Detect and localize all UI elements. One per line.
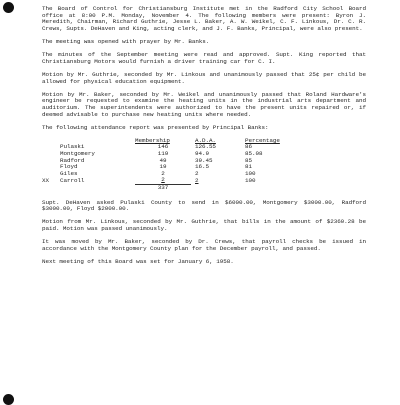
- minutes-approval-paragraph: The minutes of the September meeting were read and approved. Supt. King reported that Christiansburg Motors would furnish a driver training car for C. I.: [42, 51, 366, 65]
- ada-value: 16.5: [195, 163, 209, 171]
- percentage-value: 100: [245, 176, 256, 184]
- percentage-value: 100: [245, 169, 256, 177]
- membership-value: 49: [159, 156, 167, 164]
- percentage-value: 85: [245, 156, 252, 164]
- county-name: Montgomery: [60, 150, 95, 158]
- ada-value: 2: [195, 176, 199, 184]
- county-name: Floyd: [60, 163, 78, 171]
- ada-value: 39.45: [195, 156, 213, 164]
- county-name: Carroll: [60, 176, 85, 184]
- membership-header: Membership: [135, 136, 170, 144]
- table-row: [42, 158, 305, 165]
- percentage-value: 85.08: [245, 150, 263, 158]
- attendance-table: [42, 138, 305, 192]
- attendance-intro: The following attendance report was presented by Principal Banks:: [42, 123, 269, 131]
- equipment-motion-paragraph: Motion by Mr. Guthrie, seconded by Mr. Linkous and unanimously passed that 25¢ per child be allowed for physical education equipment.: [42, 70, 366, 85]
- ada-value: 2: [195, 169, 199, 177]
- prayer-paragraph: The meeting was opened with prayer by Mr. Banks.: [42, 37, 210, 45]
- funds-request-paragraph: Supt. DeHaven asked Pulaski County to send in $6000.00, Montgomery $3000.00, Radford $3000.00, Floyd $2000.00.: [42, 198, 366, 213]
- next-meeting-paragraph: Next meeting of this Board was set for January 6, 1958.: [42, 257, 234, 265]
- county-name: Radford: [60, 156, 85, 164]
- row-mark: [42, 158, 60, 165]
- opening-paragraph: The Board of Control for Christiansburg Institute met in the Radford City School Board office at 8:00 P.M. Monday, November 4. The following members were present: Byron J. Meredith, Chairman, Richard Guthrie, Jesse L. Baker, A. W. Weikel, C. F. Linkous, Dr. C. R. Crews, Supts. DeHaven and King, acting clerk, and J. F. Banks, Principal, were also present.: [42, 5, 366, 32]
- punch-hole-top: [3, 2, 14, 13]
- heating-motion-paragraph: Motion by Mr. Baker, seconded by Mr. Weikel and unanimously passed that Roland Hardware's engineer be requested to examine the heating units in the industrial arts department and auditorium. The superintendents were authorized to have the present units repaired or, if deemed advisable to purchase new heating units where needed.: [42, 90, 366, 118]
- percentage-value: 81: [245, 163, 252, 171]
- row-mark: XX: [42, 176, 49, 184]
- percentage-header: Percentage: [245, 136, 280, 144]
- bills-motion-paragraph: Motion from Mr. Linkous, seconded by Mr. Guthrie, that bills in the amount of $2360.28 be paid. Motion was passed unanimously.: [42, 218, 366, 232]
- table-row: [42, 177, 305, 184]
- row-mark: [42, 151, 60, 158]
- total-row: [42, 185, 305, 192]
- payroll-motion-paragraph: It was moved by Mr. Baker, seconded by Dr. Crews, that payroll checks be issued in accordance with the Montgomery County plan for the December payroll, and passed.: [42, 238, 366, 252]
- membership-value: 19: [159, 163, 167, 171]
- row-mark: [42, 164, 60, 171]
- membership-value: 146: [157, 143, 169, 151]
- table-row: [42, 164, 305, 171]
- ada-header: A.D.A.: [195, 136, 216, 144]
- ada-value: 126.55: [195, 143, 216, 151]
- county-name: Giles: [60, 169, 78, 177]
- membership-value: 2: [161, 176, 165, 184]
- county-name: Pulaski: [60, 143, 85, 151]
- minutes-text: [42, 6, 366, 272]
- row-mark: [42, 144, 60, 151]
- membership-value: 119: [157, 150, 169, 158]
- ada-value: 94.9: [195, 150, 209, 158]
- percentage-value: 86: [245, 143, 252, 151]
- membership-value: 2: [161, 169, 165, 177]
- membership-total: 337: [135, 185, 191, 192]
